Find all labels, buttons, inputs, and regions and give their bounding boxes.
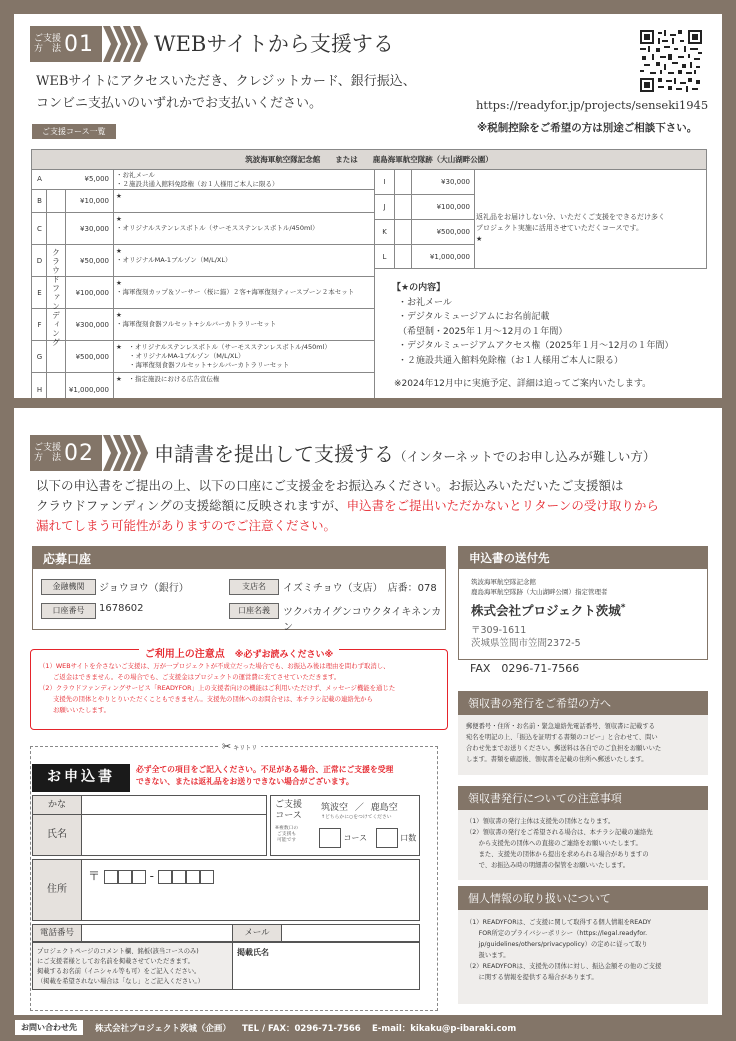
cut-label: キリトリ (233, 745, 258, 752)
course-row (32, 308, 374, 340)
course-desc-line: ★ (116, 311, 122, 319)
account-number-value: 1678602 (99, 603, 144, 614)
privacy-line: jp/guidelines/others/privacypolicy）の定めに従って取り (466, 941, 648, 948)
course-amount: ¥1,000,000 (68, 373, 114, 406)
listed-name-input[interactable] (232, 942, 420, 990)
zip-prefix: 〒 (88, 869, 101, 883)
caution-title: ご利用上の注意点 (144, 649, 225, 660)
kana-label: かな (47, 800, 66, 810)
sendto-line1: 筑波海軍航空隊記念館 (471, 578, 536, 586)
receipt-caution-line: で、お振込み時の明細書の保管をお願いいたします。 (466, 862, 630, 869)
section1-badge-number: 01 (64, 31, 94, 57)
section1-left-bar (0, 0, 14, 398)
privacy-line: 扱います。 (466, 952, 510, 959)
section2-subtitle: （インターネットでのお申し込みが難しい方） (394, 449, 656, 464)
address-input[interactable] (81, 859, 420, 921)
right-desc-line1: 返礼品をお届けしない分、いただくご支援をできるだけ多く (476, 213, 665, 221)
star-note: ※2024年12月中に実施予定、詳細は追ってご案内いたします。 (394, 379, 652, 389)
course-desc-line: ・オリジナルステンレスボトル（サーモスステンレスボトル/450ml） (116, 224, 319, 232)
sendto-box (458, 546, 708, 660)
course-amount: ¥30,000 (68, 213, 114, 244)
course-amount: ¥500,000 (411, 220, 475, 244)
zip-box[interactable] (118, 870, 132, 884)
cut-line-label-row (218, 740, 261, 753)
section2-intro-line3: 漏れてしまう可能性がありますのでご注意ください。 (36, 518, 337, 533)
zip-box[interactable] (186, 870, 200, 884)
crowdfunding-label: クラウドファンディング (51, 248, 61, 347)
phone-input[interactable] (81, 924, 233, 942)
course-desc-line: ・海軍復刻カップ＆ソーサー（桜に錨）２客+海軍復刻ティースプーン２本セット (116, 288, 355, 296)
qr-code-icon[interactable] (640, 30, 702, 92)
course-row (375, 244, 475, 269)
form-warning (136, 764, 393, 788)
course-desc-line: ★ (116, 279, 122, 287)
sendto-zip: 〒309-1611 (471, 625, 527, 636)
footer-company: 株式会社プロジェクト茨城（企画） (95, 1024, 231, 1034)
privacy-box (458, 886, 708, 1004)
course-desc-line: ★ ・指定施設における広告宣伝権 (116, 375, 220, 383)
star-contents-line: 【★の内容】 (392, 283, 446, 293)
course-list-tag: ご支援コース一覧 (32, 124, 116, 139)
zip-box[interactable] (132, 870, 146, 884)
course-row (32, 212, 374, 244)
course-row (375, 169, 475, 194)
facility-kashima[interactable]: 鹿島空 (370, 803, 398, 813)
caution-body (39, 661, 395, 716)
section2-left-bar (0, 398, 14, 1041)
kana-label-cell (32, 795, 82, 815)
caution-title-row (31, 642, 447, 661)
branch-label: 支店名 (229, 579, 279, 595)
star-contents (392, 281, 674, 368)
listed-name-note-cell (32, 942, 233, 990)
course-letter: D (36, 256, 43, 265)
section1-intro-line2: コンビニ支払いのいずれかでお支払いください。 (36, 96, 323, 111)
course-suffix: コース (343, 833, 368, 843)
course-letter: A (37, 175, 42, 183)
section2-intro-line2 (36, 496, 659, 516)
section1-right-bar (722, 0, 736, 398)
units-suffix: 口数 (400, 833, 417, 843)
footer-contact-tag: お問い合わせ先 (15, 1020, 83, 1035)
section2-badge-label: ご支援 方 法 (34, 443, 62, 463)
course-amount: ¥10,000 (68, 190, 114, 212)
receipt-caution-line: また、支援先の団体から提出を求められる場合がありますの (466, 851, 649, 858)
caution-item2-line3: お願いいたします。 (53, 706, 111, 714)
caution-title-note: ※必ずお読みください※ (234, 650, 334, 660)
zip-box[interactable] (200, 870, 214, 884)
course-letter: K (375, 220, 395, 244)
footer-email[interactable]: E-mail：kikaku@p-ibaraki.com (372, 1024, 517, 1034)
scissors-icon: ✂ (222, 740, 232, 753)
course-letter: I (375, 169, 395, 194)
course-amount: ¥50,000 (68, 245, 114, 276)
course-note: ※複数口の ご支援も 可能です (275, 826, 299, 843)
section1-badge (30, 26, 102, 62)
receipt-line: 郵便番号・住所・お名前・緊急連絡先電話番号、領収書に記載する (466, 723, 655, 730)
course-box (270, 795, 420, 856)
course-desc-line: ★ ・オリジナルステンレスボトル（サーモスステンレスボトル/450ml） (116, 343, 331, 351)
listed-note-line2: にご支援者様としてお名前を掲載させていただきます。 (37, 958, 194, 965)
course-desc-line: ・オリジナルMA-1ブルゾン（M/L/XL） (116, 256, 232, 264)
course-row (375, 219, 475, 244)
address-label: 住所 (47, 884, 67, 895)
course-table-left (31, 169, 375, 406)
caution-item2-line1: （2）クラウドファンディングサービス「READYFOR」上の支援者向けの機能はご利用いただけず、メッセージ機能を通じた (39, 684, 396, 692)
privacy-line: （2）READYFORは、支援先の団体に対し、振込金額その他のご支援 (466, 963, 662, 970)
right-desc-line2: プロジェクト実施に活用させていただくコースです。 (476, 224, 643, 232)
star-contents-line: ・お礼メール (398, 297, 452, 308)
section1-badge-label: ご支援 方 法 (34, 34, 62, 54)
section2-badge-number: 02 (64, 440, 94, 466)
course-amount: ¥5,000 (68, 169, 114, 189)
phone-label: 電話番号 (39, 928, 74, 938)
course-desc-line: ・海軍復刻食器フルセット+シルバーカトラリーセット (116, 320, 277, 328)
facility-tsukuba[interactable]: 筑波空 (321, 803, 349, 813)
caution-item1-line2: ご返金はできません。その場合でも、ご支援金はプロジェクトの運営費に充てさせていただきます。 (53, 673, 341, 681)
form-warning-line1: 必ず全ての項目をご記入ください。不足がある場合、正常にご支援を受理 (136, 765, 394, 774)
course-desc-line: ★ (116, 192, 122, 200)
course-row (32, 244, 374, 276)
listed-name-label: 掲載氏名 (237, 948, 269, 957)
caution-box (30, 649, 448, 730)
account-number-label: 口座番号 (41, 603, 96, 619)
course-desc-line: ・オリジナルMA-1ブルゾン（M/L/XL） (116, 352, 245, 360)
zip-box[interactable] (158, 870, 172, 884)
course-row (32, 276, 374, 308)
section2-intro-line1: 以下の申込書をご提出の上、以下の口座にご支援金をお振込みください。お振込みいただいたご支援額は (36, 478, 624, 493)
receipt-caution-line: から支援先の団体への直接のご連絡をお願いいたします。 (466, 840, 642, 847)
receipt-caution-line: （1）領収書の発行主体は支援先の団体となります。 (466, 818, 615, 825)
course-letter: L (375, 245, 395, 269)
caution-item2-line2: 支援先の団体とやりとりいただくこともできません。支援先の団体へのお問合せは、本チラシ記載の連絡先から (53, 695, 373, 703)
course-table (31, 149, 707, 170)
receipt-heading: 領収書の発行をご希望の方へ (458, 691, 708, 715)
footer-tel: TEL / FAX：0296-71-7566 (242, 1024, 361, 1034)
course-row (375, 194, 475, 219)
course-input[interactable] (319, 828, 341, 848)
section2-intro-line2b: 申込書をご提出いただかないとリターンの受け取りから (346, 498, 659, 513)
course-row (32, 340, 374, 372)
star-contents-line: （希望制・2025年１月〜12月の１年間） (398, 326, 568, 337)
course-desc-line: ★ (116, 247, 122, 255)
privacy-line: に関する情報を提供する場合があります。 (466, 974, 598, 981)
section1-title: WEBサイトから支援する (154, 32, 394, 56)
section1-intro-line1: WEBサイトにアクセスいただき、クレジットカード、銀行振込、 (36, 74, 416, 89)
chevrons-icon (103, 435, 149, 471)
right-desc-star: ★ (476, 235, 483, 243)
right-desc (476, 212, 665, 245)
course-letter: C (37, 224, 42, 233)
sendto-company: 株式会社プロジェクト茨城 (471, 603, 621, 618)
caution-item1-line1: （1）WEBサイトを介さないご支援は、万が一プロジェクトが不成立だった場合でも、お振込み後は理由を問わず取消し、 (39, 662, 390, 670)
zip-box[interactable] (104, 870, 118, 884)
form-title: お申込書 (32, 764, 130, 792)
star-contents-line: ・デジタルミュージアムにお名前記載 (398, 312, 550, 322)
bank-value: ジョウヨウ（銀行） (99, 583, 189, 594)
receipt-line: します。書類を確認後、領収書を記載の住所へ郵送いたします。 (466, 756, 648, 763)
course-letter: E (37, 288, 42, 297)
course-amount: ¥100,000 (68, 277, 114, 308)
facility-slash: ／ (354, 803, 364, 813)
course-desc-line: ・２施設共通入館料免除権（お１人様用ご本人に限る） (116, 180, 279, 188)
course-amount: ¥300,000 (68, 309, 114, 340)
course-letter: H (36, 385, 43, 394)
form-warning-line2: できない、または返礼品をお送りできない場合がございます。 (136, 777, 354, 786)
section2-intro (36, 476, 659, 536)
course-desc-line: ・お礼メール (116, 171, 155, 179)
sendto-heading: 申込書の送付先 (459, 547, 707, 569)
course-letter: F (37, 320, 42, 329)
sendto-mark: * (620, 602, 626, 613)
mail-label-cell (232, 924, 282, 942)
privacy-line: FOR所定のプライバシーポリシー（https://legal.readyfor. (466, 930, 648, 937)
chevrons-icon (103, 26, 149, 62)
privacy-line: （1）READYFORは、ご支援に関して取得する個人情報をREADY (466, 919, 651, 926)
account-heading: 応募口座 (33, 547, 445, 569)
listed-note-line3: 掲載するお名前（イニシャル等も可）をご記入ください。 (37, 968, 201, 975)
course-label: ご支援 コース (275, 800, 303, 821)
course-amount: ¥1,000,000 (411, 245, 475, 269)
receipt-caution-box (458, 786, 708, 880)
section1-top-bar (0, 0, 736, 14)
crowdfunding-vertical-cell (46, 189, 66, 406)
receipt-caution-heading: 領収書発行についての注意事項 (458, 786, 708, 810)
kana-input[interactable] (81, 795, 267, 815)
account-holder-value: ツクバカイグンコウクタイキネンカン (283, 607, 442, 633)
circle-note: ↑どちらかに○をつけてください (321, 815, 392, 820)
mail-label: メール (244, 928, 270, 938)
tax-note: ※税制控除をご希望の方は別途ご相談下さい。 (477, 122, 698, 134)
receipt-line: 合わせ先までお送りください。郵送料は各自でのご負担をお願いいた (466, 745, 662, 752)
course-desc-line: ・海軍復刻食器フルセット+シルバーカトラリーセット (116, 361, 290, 369)
account-box (32, 546, 446, 633)
receipt-box (458, 691, 708, 775)
course-letter: G (36, 352, 43, 361)
course-amount: ¥100,000 (411, 195, 475, 219)
listed-note-line4: （掲載を希望されない場合は「なし」とご記入ください。） (37, 978, 204, 985)
name-input[interactable] (81, 814, 267, 856)
zip-box[interactable] (172, 870, 186, 884)
project-url[interactable]: https://readyfor.jp/projects/senseki1945 (476, 98, 709, 112)
sendto-address: 茨城県笠間市笠間2372-5 (471, 638, 581, 649)
course-letter: B (37, 197, 42, 205)
section2-title-main: 申請書を提出して支援する (154, 442, 394, 466)
course-amount: ¥30,000 (411, 169, 475, 194)
receipt-caution-line: （2）領収書の発行をご希望される場合は、本チラシ記載の連絡先 (466, 829, 653, 836)
zip-dash: - (149, 869, 155, 883)
course-table-header: 筑波海軍航空隊記念館 または 鹿島海軍航空隊跡（大山湖畔公園） (31, 149, 707, 170)
section-divider (0, 398, 736, 408)
name-label: 氏名 (47, 829, 67, 840)
receipt-line: 宛名を明記の上、「振込を証明する書類のコピー」と合わせて、問い (466, 734, 658, 741)
privacy-heading: 個人情報の取り扱いについて (458, 886, 708, 910)
units-input[interactable] (376, 828, 398, 848)
course-desc-line: ★ (116, 215, 122, 223)
star-contents-line: ・２施設共通入館料免除権（お１人様用ご本人に限る） (398, 355, 624, 366)
section2-right-bar (722, 398, 736, 1041)
section2-title (154, 438, 655, 467)
mail-input[interactable] (281, 924, 420, 942)
course-row (32, 169, 374, 189)
star-contents-line: ・デジタルミュージアムアクセス権（2025年１月〜12月の１年間） (398, 341, 674, 351)
section2-intro-line2a: クラウドファンディングの支援総額に反映されますが、 (36, 498, 347, 513)
branch-value: イズミチョウ（支店） 店番：078 (283, 583, 437, 594)
account-holder-label: 口座名義 (229, 603, 279, 619)
course-letter: J (375, 195, 395, 219)
course-amount: ¥500,000 (68, 341, 114, 372)
phone-label-cell (32, 924, 82, 942)
section2-badge (30, 435, 102, 471)
bank-label: 金融機関 (41, 579, 96, 595)
address-label-cell (32, 859, 82, 921)
name-label-cell (32, 814, 82, 856)
sendto-fax: FAX 0296-71-7566 (470, 662, 580, 675)
course-row (32, 189, 374, 212)
sendto-line2: 鹿島海軍航空隊跡（大山湖畔公園）指定管理者 (471, 588, 608, 596)
listed-note-line1: プロジェクトページのコメント欄、銘板(該当コースのみ) (37, 948, 199, 955)
